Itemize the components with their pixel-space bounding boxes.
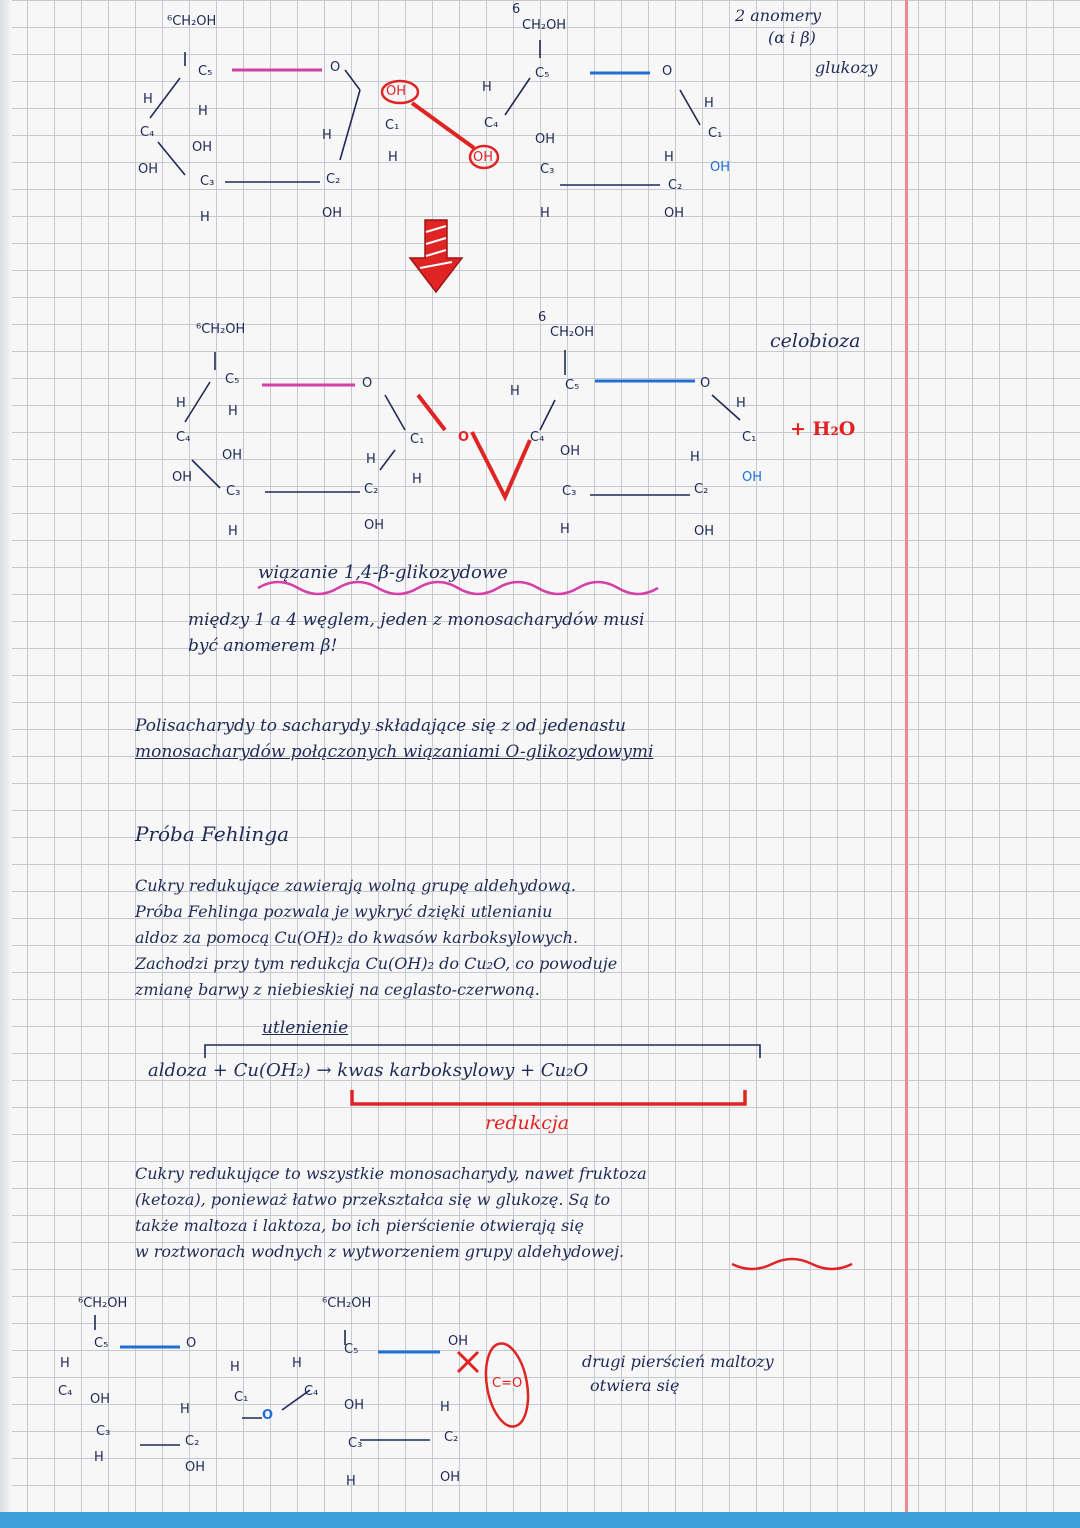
label-c1: C₁ xyxy=(742,430,757,445)
label-h: H xyxy=(388,150,398,165)
product-name: celobioza xyxy=(770,330,861,352)
label-h: H xyxy=(664,150,674,165)
bond xyxy=(380,450,395,470)
aldehyde-group: C=O xyxy=(492,1376,523,1391)
bond xyxy=(540,400,555,430)
bond xyxy=(192,460,220,488)
label-oh: OH xyxy=(535,132,556,147)
label-c2: C₂ xyxy=(326,172,341,187)
aldehyde-underline xyxy=(732,1259,852,1269)
label-ch2oh: ⁶CH₂OH xyxy=(322,1296,372,1311)
label-oh: OH xyxy=(694,524,715,539)
label-h: H xyxy=(143,92,153,107)
label-h: H xyxy=(292,1356,302,1371)
water-product: + H₂O xyxy=(790,418,856,440)
bond xyxy=(680,90,700,125)
label-h: H xyxy=(60,1356,70,1371)
label-c2: C₂ xyxy=(185,1434,200,1449)
label-h: H xyxy=(560,522,570,537)
label-o: O xyxy=(330,60,341,75)
label-oh: OH xyxy=(185,1460,206,1475)
label-oh-circled: OH xyxy=(386,84,407,99)
reducing-line: Cukry redukujące to wszystkie monosacharydy, nawet fruktoza xyxy=(135,1164,647,1183)
bond xyxy=(158,142,185,175)
label-c1-oh: OH xyxy=(710,160,731,175)
bond xyxy=(345,70,360,90)
label-h: H xyxy=(180,1402,190,1417)
label-c5: C₅ xyxy=(198,64,213,79)
label-h: H xyxy=(690,450,700,465)
label-c2: C₂ xyxy=(444,1430,459,1445)
label-oh: OH xyxy=(322,206,343,221)
label-c3: C₃ xyxy=(226,484,241,499)
label-carbon-number: 6 xyxy=(512,2,521,17)
bond xyxy=(340,90,360,160)
label-h: H xyxy=(510,384,520,399)
polysaccharides-line: monosacharydów połączonych wiązaniami O-glikozydowymi xyxy=(135,742,654,762)
label-h: H xyxy=(440,1400,450,1415)
label-c5: C₅ xyxy=(225,372,240,387)
label-h: H xyxy=(94,1450,104,1465)
label-oh: OH xyxy=(448,1334,469,1349)
label-h: H xyxy=(228,524,238,539)
label-oh: OH xyxy=(664,206,685,221)
label-c2: C₂ xyxy=(694,482,709,497)
label-ch2oh: ⁶CH₂OH xyxy=(167,14,217,29)
oxidation-label: utlenienie xyxy=(262,1018,349,1038)
label-c4: C₄ xyxy=(58,1384,73,1399)
label-h: H xyxy=(346,1474,356,1489)
label-ch2oh: CH₂OH xyxy=(550,325,595,340)
label-h: H xyxy=(412,472,422,487)
bond xyxy=(185,382,210,422)
bond xyxy=(505,78,530,115)
label-oh: OH xyxy=(192,140,213,155)
label-h: H xyxy=(482,80,492,95)
bond-note-line: między 1 a 4 węglem, jeden z monosacharydów musi xyxy=(188,610,645,630)
fehling-line: zmianę barwy z niebieskiej na ceglasto-czerwoną. xyxy=(135,980,540,999)
label-c3: C₃ xyxy=(200,174,215,189)
label-h: H xyxy=(230,1360,240,1375)
fehling-line: Próba Fehlinga pozwala je wykryć dzięki utlenianiu xyxy=(135,902,553,921)
glycosidic-bond xyxy=(418,395,445,430)
bridge-oxygen: O xyxy=(458,430,470,445)
bridge-oxygen: O xyxy=(262,1408,274,1423)
label-c5: C₅ xyxy=(344,1342,359,1357)
bond xyxy=(150,78,180,118)
reduction-label: redukcja xyxy=(485,1112,570,1134)
label-c4: C₄ xyxy=(530,430,545,445)
label-c3: C₃ xyxy=(540,162,555,177)
label-o: O xyxy=(700,376,711,391)
label-c1: C₁ xyxy=(385,118,400,133)
label-c3: C₃ xyxy=(348,1436,363,1451)
label-h: H xyxy=(228,404,238,419)
label-c5: C₅ xyxy=(94,1336,109,1351)
label-c4: C₄ xyxy=(304,1384,319,1399)
fehling-equation: aldoza + Cu(OH₂) → kwas karboksylowy + Cu₂O xyxy=(148,1060,589,1081)
label-oh: OH xyxy=(172,470,193,485)
fehling-line: aldoz za pomocą Cu(OH)₂ do kwasów karboksylowych. xyxy=(135,928,579,947)
glycosidic-bond xyxy=(472,432,530,497)
label-h: H xyxy=(200,210,210,225)
label-oh: OH xyxy=(440,1470,461,1485)
label-h: H xyxy=(736,396,746,411)
label-c1: C₁ xyxy=(234,1390,249,1405)
label-o: O xyxy=(662,64,673,79)
reducing-line: w roztworach wodnych z wytworzeniem grupy aldehydowej. xyxy=(135,1242,625,1261)
polysaccharides-line: Polisacharydy to sacharydy składające się z od jedenastu xyxy=(135,716,626,736)
reducing-line: także maltoza i laktoza, bo ich pierścienie otwierają się xyxy=(135,1216,584,1235)
label-c2: C₂ xyxy=(668,178,683,193)
label-c1: C₁ xyxy=(708,126,723,141)
label-carbon-number: 6 xyxy=(538,310,547,325)
label-h: H xyxy=(322,128,332,143)
maltose-note-line: drugi pierścień maltozy xyxy=(582,1352,774,1371)
label-oh: OH xyxy=(364,518,385,533)
label-h: H xyxy=(540,206,550,221)
label-c4: C₄ xyxy=(484,116,499,131)
condensation-link xyxy=(412,103,474,148)
bond xyxy=(385,395,405,430)
page-corner-strip xyxy=(0,1512,1080,1528)
label-ch2oh: ⁶CH₂OH xyxy=(78,1296,128,1311)
label-oh-circled: OH xyxy=(473,150,494,165)
label-c4: C₄ xyxy=(140,125,155,140)
label-c4: C₄ xyxy=(176,430,191,445)
label-h: H xyxy=(176,396,186,411)
reduction-bracket xyxy=(352,1090,745,1104)
label-oh: OH xyxy=(560,444,581,459)
label-oh: OH xyxy=(222,448,243,463)
bond-note-line: być anomerem β! xyxy=(188,636,338,656)
label-o: O xyxy=(186,1336,197,1351)
fehling-title: Próba Fehlinga xyxy=(135,822,290,846)
label-c1-oh: OH xyxy=(742,470,763,485)
label-oh: OH xyxy=(90,1392,111,1407)
anomers-note-line: (α i β) xyxy=(768,28,816,47)
fehling-line: Cukry redukujące zawierają wolną grupę aldehydową. xyxy=(135,876,576,895)
anomers-note-line: glukozy xyxy=(815,58,878,77)
label-h: H xyxy=(366,452,376,467)
label-h: H xyxy=(704,96,714,111)
anomers-note-line: 2 anomery xyxy=(735,6,822,25)
bond-label-underline xyxy=(258,582,658,594)
label-c5: C₅ xyxy=(535,66,550,81)
label-ch2oh: ⁶CH₂OH xyxy=(196,322,246,337)
label-h: H xyxy=(198,104,208,119)
fehling-line: Zachodzi przy tym redukcja Cu(OH)₂ do Cu₂O, co powoduje xyxy=(135,954,618,973)
maltose-note-line: otwiera się xyxy=(590,1376,680,1395)
label-oh: OH xyxy=(344,1398,365,1413)
reducing-line: (ketoza), ponieważ łatwo przekształca się w glukozę. Są to xyxy=(135,1190,611,1209)
label-c2: C₂ xyxy=(364,482,379,497)
label-oh: OH xyxy=(138,162,159,177)
bond-label: wiązanie 1,4-β-glikozydowe xyxy=(258,562,508,583)
label-o: O xyxy=(362,376,373,391)
oxidation-bracket xyxy=(205,1045,760,1058)
label-c3: C₃ xyxy=(96,1424,111,1439)
reaction-arrow xyxy=(410,220,462,292)
label-c3: C₃ xyxy=(562,484,577,499)
label-ch2oh: CH₂OH xyxy=(522,18,567,33)
label-c1: C₁ xyxy=(410,432,425,447)
label-c5: C₅ xyxy=(565,378,580,393)
